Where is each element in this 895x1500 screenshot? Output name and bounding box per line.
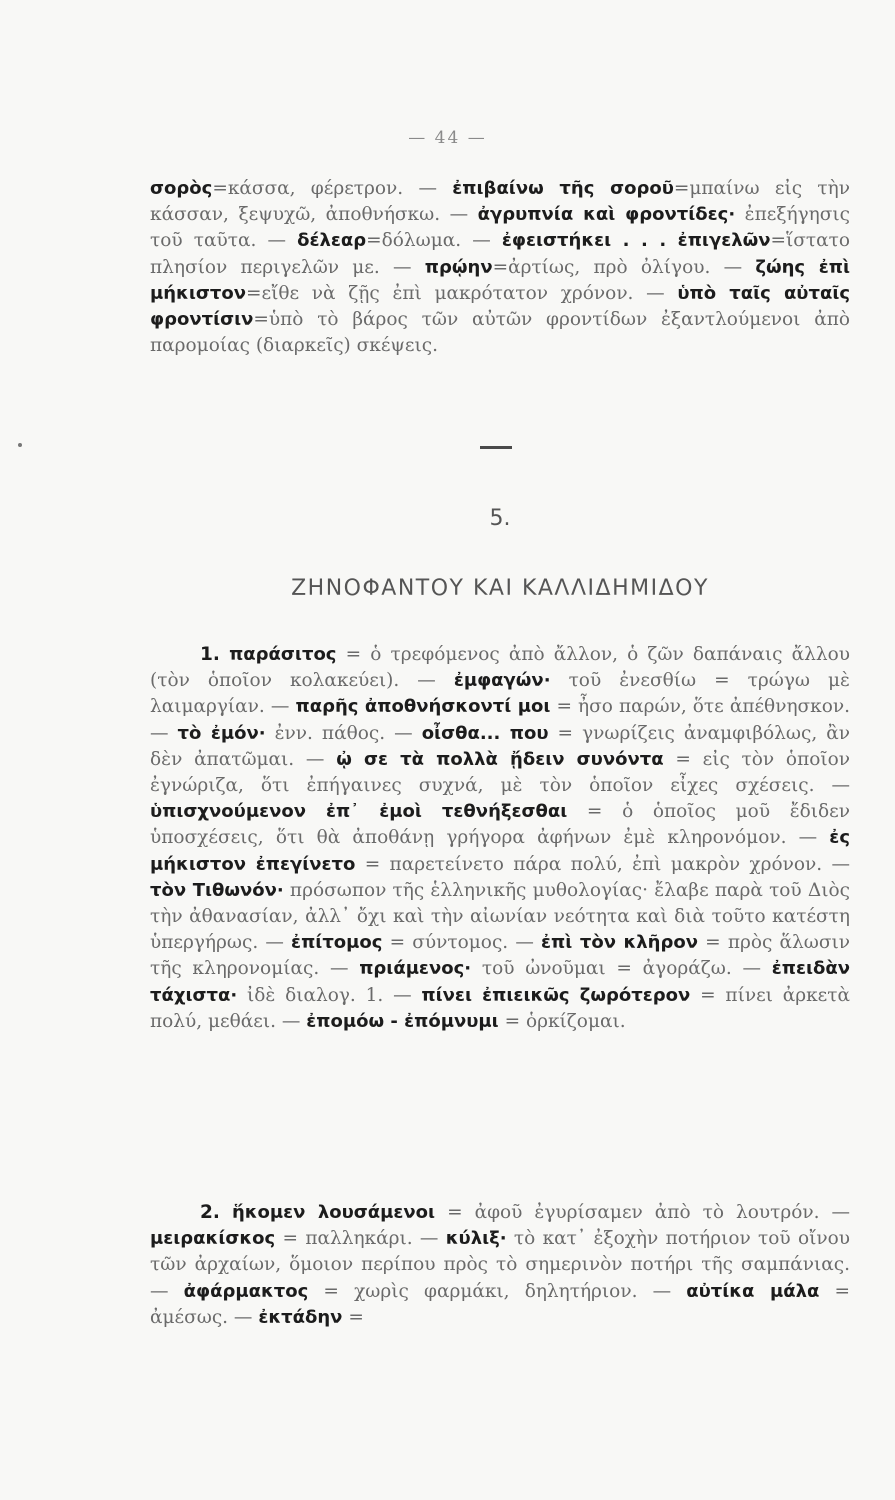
gloss: = σύντομος. — <box>382 932 542 954</box>
lemma: σορὸς <box>150 178 213 199</box>
note-paragraph-1 <box>150 642 850 1035</box>
note-number: 2. <box>200 1202 220 1223</box>
section-divider <box>480 446 512 449</box>
section-number: 5. <box>489 506 511 531</box>
lemma: πριάμενος· <box>359 958 472 980</box>
gloss: = ἀφοῦ ἐγυρίσαμεν ἀπὸ τὸ λουτρόν. — <box>435 1202 850 1223</box>
gloss: = <box>342 1306 364 1328</box>
gloss: τοῦ ἐνεσθίω = τρώγω μὲ λαιμαργίαν. — <box>150 670 850 718</box>
gloss: = πρὸς ἅλωσιν τῆς κληρονομίας. — <box>150 932 850 980</box>
gloss: =ἀρτίως, πρὸ ὀλίγου. — <box>492 256 756 278</box>
lemma: δέλεαρ <box>297 230 367 252</box>
gloss: =κάσσα, φέρετρον. — <box>212 178 453 199</box>
gloss: =ἵστατο πλησίον περιγελῶν με. — <box>150 230 851 278</box>
gloss: = ἀμέσως. — <box>150 1280 850 1328</box>
gloss: ἐνν. πάθος. — <box>265 722 422 744</box>
gloss: = χωρὶς φαρμάκι, δηλητήριον. — <box>308 1280 687 1302</box>
margin-speck <box>18 443 22 447</box>
lemma: ἐκτάδην <box>258 1306 343 1328</box>
gloss: =ὑπὸ τὸ βάρος τῶν αὐτῶν φροντίδων ἐξαντλούμενοι ἀπὸ παρομοίας (διαρκεῖς) σκέψεις. <box>150 309 850 357</box>
gloss: πρόσωπον τῆς ἑλληνικῆς μυθολογίας· ἔλαβε παρὰ τοῦ Διὸς τὴν ἀθανασίαν, ἀλλ᾽ ὄχι καὶ τὴν αἰωνίαν νεότητα καὶ διὰ τοῦτο κατέστη ὑπεργήρως. — <box>150 879 850 954</box>
lemma: τὸν Τιθωνόν· <box>150 879 284 901</box>
lemma: ἐπειδὰν τάχιστα· <box>150 958 850 1006</box>
lemma: οἶσθα... που <box>421 722 549 744</box>
lemma: πίνει ἐπιεικῶς ζωρότερον <box>421 984 691 1006</box>
page-number: — 44 — <box>408 128 487 148</box>
gloss: = ἦσο παρών, ὅτε ἀπέθνησκον. — <box>150 696 850 744</box>
lemma: τὸ ἐμόν· <box>177 722 266 744</box>
gloss: = γνωρίζεις ἀναμφιβόλως, ἂν δὲν ἀπατῶμαι. — <box>150 722 850 770</box>
lemma: αὐτίκα μάλα <box>686 1280 820 1302</box>
lemma: ζώης ἐπὶ μήκιστον <box>150 256 850 304</box>
gloss: = παλληκάρι. — <box>275 1228 446 1250</box>
lemma: ἐπιβαίνω τῆς σοροῦ <box>452 178 674 199</box>
gloss: ἐπεξήγησις τοῦ ταῦτα. — <box>150 204 851 252</box>
gloss: = ὁρκίζομαι. <box>498 1010 626 1032</box>
lemma: ἐς μήκιστον ἐπεγίνετο <box>150 827 850 875</box>
gloss: =εἴθε νὰ ζῇς ἐπὶ μακρότατον χρόνον. — <box>246 282 678 304</box>
lemma: ὑπισχνούμενον ἐπ᾽ ἐμοὶ τεθνήξεσθαι <box>150 801 568 823</box>
gloss: ἰδὲ διαλογ. 1. — <box>237 984 422 1006</box>
lemma: παρῆς ἀποθνήσκοντί μοι <box>295 696 551 718</box>
gloss: =δόλωμα. — <box>366 230 502 252</box>
lemma: ἐπομόω - ἐπόμνυμι <box>306 1010 499 1032</box>
gloss: τὸ κατ᾽ ἐξοχὴν ποτήριον τοῦ οἴνου τῶν ἀρχαίων, ὅμοιον περίπου πρὸς τὸ σημερινὸν ποτήρι τῆς σαμπάνιας. — <box>150 1228 851 1302</box>
gloss: = εἰς τὸν ὁποῖον ἐγνώριζα, ὅτι ἐπήγαινες συχνά, μὲ τὸν ὁποῖον εἶχες σχέσεις. — <box>150 748 851 797</box>
intro-notes <box>150 176 850 359</box>
gloss: = ὁ τρεφόμενος ἀπὸ ἄλλον, ὁ ζῶν δαπάναις ἄλλου (τὸν ὁποῖον κολακεύει). — <box>150 644 850 692</box>
gloss: = παρετείνετο πάρα πολύ, ἐπὶ μακρὸν χρόνον. — <box>355 853 850 875</box>
lemma: ἥκομεν λουσάμενοι <box>231 1202 436 1223</box>
lemma: ὑπὸ ταῖς αὐταῖς φροντίσιν <box>150 282 850 331</box>
lemma: ᾠ σε τὰ πολλὰ ᾔδειν συνόντα <box>336 748 664 770</box>
note-number: 1. <box>200 644 220 665</box>
lemma: ἐφειστήκει . . . ἐπιγελῶν <box>501 230 771 252</box>
lemma: ἀγρυπνία καὶ φροντίδες· <box>477 204 736 226</box>
lemma: μειρακίσκος <box>150 1228 276 1250</box>
lemma: πρῴην <box>424 256 493 278</box>
note-paragraph-2 <box>150 1200 850 1331</box>
lemma: ἐμφαγών· <box>453 670 551 692</box>
gloss: = ὁ ὁποῖος μοῦ ἔδιδεν ὑποσχέσεις, ὅτι θὰ ἀποθάνῃ γρήγορα ἀφήνων ἐμὲ κληρονόμον. — <box>150 801 850 849</box>
gloss: =μπαίνω εἰς τὴν κάσσαν, ξεψυχῶ, ἀποθνήσκω. — <box>150 178 850 226</box>
lemma: ἐπίτομος <box>291 932 383 954</box>
lemma: παράσιτος <box>229 644 337 665</box>
lemma: ἀφάρμακτος <box>183 1280 309 1302</box>
gloss: = πίνει ἀρκετὰ πολύ, μεθάει. — <box>150 984 850 1032</box>
lemma: κύλιξ· <box>445 1228 507 1250</box>
gloss: τοῦ ὠνοῦμαι = ἀγοράζω. — <box>471 958 772 980</box>
lemma: ἐπὶ τὸν κλῆρον <box>541 932 699 954</box>
section-title: ΖΗΝΟΦΑΝΤΟΥ ΚΑΙ ΚΑΛΛΙΔΗΜΙΔΟΥ <box>291 576 709 601</box>
